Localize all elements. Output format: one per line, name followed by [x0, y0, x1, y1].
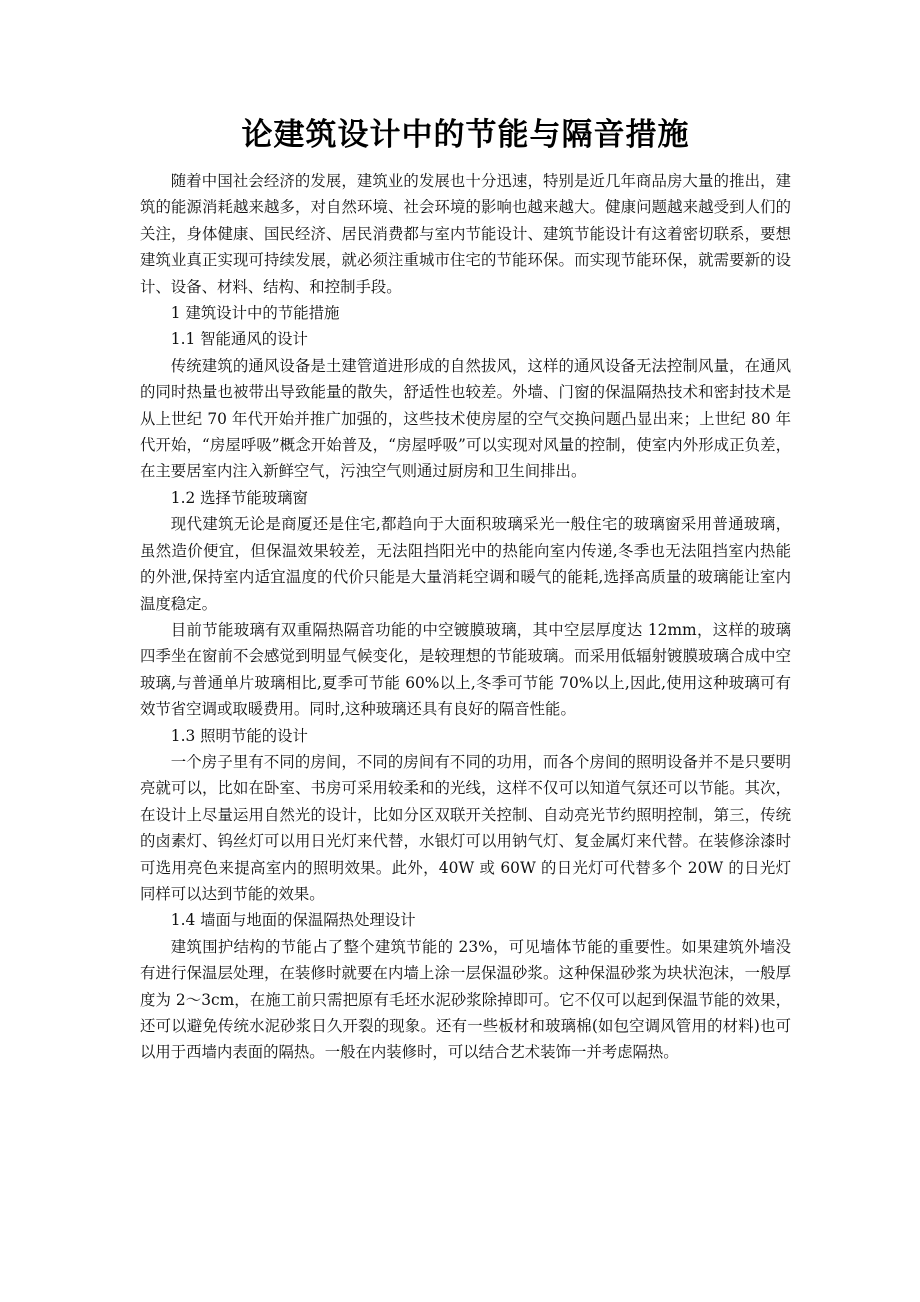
section-1-heading: 1 建筑设计中的节能措施	[170, 304, 340, 323]
document-title: 论建筑设计中的节能与隔音措施	[241, 117, 690, 153]
section-1-4-heading: 1.4 墙面与地面的保温隔热处理设计	[170, 911, 416, 930]
glass-window-paragraph: 现代建筑无论是商厦还是住宅,都趋向于大面积玻璃采光一般住宅的玻璃窗采用普通玻璃，虽然造价便宜，但保温效果较差，无法阻挡阳光中的热能向室内传递,冬季也无法阻挡室内热能的外泄,保持室内适宜温度的代价只能是大量消耗空调和暖气的能耗,选择高质量的玻璃能让室内温度稳定。	[140, 515, 791, 613]
document-page	[140, 112, 791, 1066]
insulated-glass-paragraph: 目前节能玻璃有双重隔热隔音功能的中空镀膜玻璃，其中空层厚度达 12mm，这样的玻璃四季坐在窗前不会感觉到明显气候变化，是较理想的节能玻璃。而采用低辐射镀膜玻璃合成中空玻璃,与普通单片玻璃相比,夏季可节能 60%以上,冬季可节能 70%以上,因此,使用这种玻璃可有效节省空调或取暖费用。同时,这种玻璃还具有良好的隔音性能。	[140, 620, 791, 719]
section-1-2-heading: 1.2 选择节能玻璃窗	[170, 488, 308, 507]
ventilation-paragraph: 传统建筑的通风设备是土建管道进形成的自然拔风，这样的通风设备无法控制风量，在通风的同时热量也被带出导致能量的散失，舒适性也较差。外墙、门窗的保温隔热技术和密封技术是从上世纪 70 年代开始并推广加强的，这些技术使房屋的空气交换问题凸显出来；上世纪 80 年代开始，“房屋呼吸”概念开始普及，“房屋呼吸”可以实现对风量的控制，使室内外形成正负差，在主要居室内注入新鲜空气，污浊空气则通过厨房和卫生间排出。	[140, 356, 791, 481]
lighting-paragraph: 一个房子里有不同的房间，不同的房间有不同的功用，而各个房间的照明设备并不是只要明亮就可以，比如在卧室、书房可采用较柔和的光线，这样不仅可以知道气氛还可以节能。其次，在设计上尽量运用自然光的设计，比如分区双联开关控制、自动亮光节约照明控制，第三，传统的卤素灯、钨丝灯可以用日光灯来代替，水银灯可以用钠气灯、复金属灯来代替。在装修涂漆时可选用亮色来提高室内的照明效果。此外，40W 或 60W 的日光灯可代替多个 20W 的日光灯同样可以达到节能的效果。	[140, 752, 791, 903]
wall-insulation-paragraph: 建筑围护结构的节能占了整个建筑节能的 23%，可见墙体节能的重要性。如果建筑外墙没有进行保温层处理，在装修时就要在内墙上涂一层保温砂浆。这种保温砂浆为块状泡沫，一般厚度为 2～3cm，在施工前只需把原有毛坯水泥砂浆除掉即可。它不仅可以起到保温节能的效果，还可以避免传统水泥砂浆日久开裂的现象。还有一些板材和玻璃棉(如包空调风管用的材料)也可以用于西墙内表面的隔热。一般在内装修时，可以结合艺术装饰一并考虑隔热。	[140, 937, 791, 1062]
section-1-3-heading: 1.3 照明节能的设计	[170, 726, 308, 745]
intro-paragraph: 随着中国社会经济的发展，建筑业的发展也十分迅速，特别是近几年商品房大量的推出，建筑的能源消耗越来越多，对自然环境、社会环境的影响也越来越大。健康问题越来越受到人们的关注，身体健康、国民经济、居民消费都与室内节能设计、建筑节能设计有这着密切联系，要想建筑业真正实现可持续发展，就必须注重城市住宅的节能环保。而实现节能环保，就需要新的设计、设备、材料、结构、和控制手段。	[140, 172, 791, 296]
section-1-1-heading: 1.1 智能通风的设计	[170, 330, 308, 349]
